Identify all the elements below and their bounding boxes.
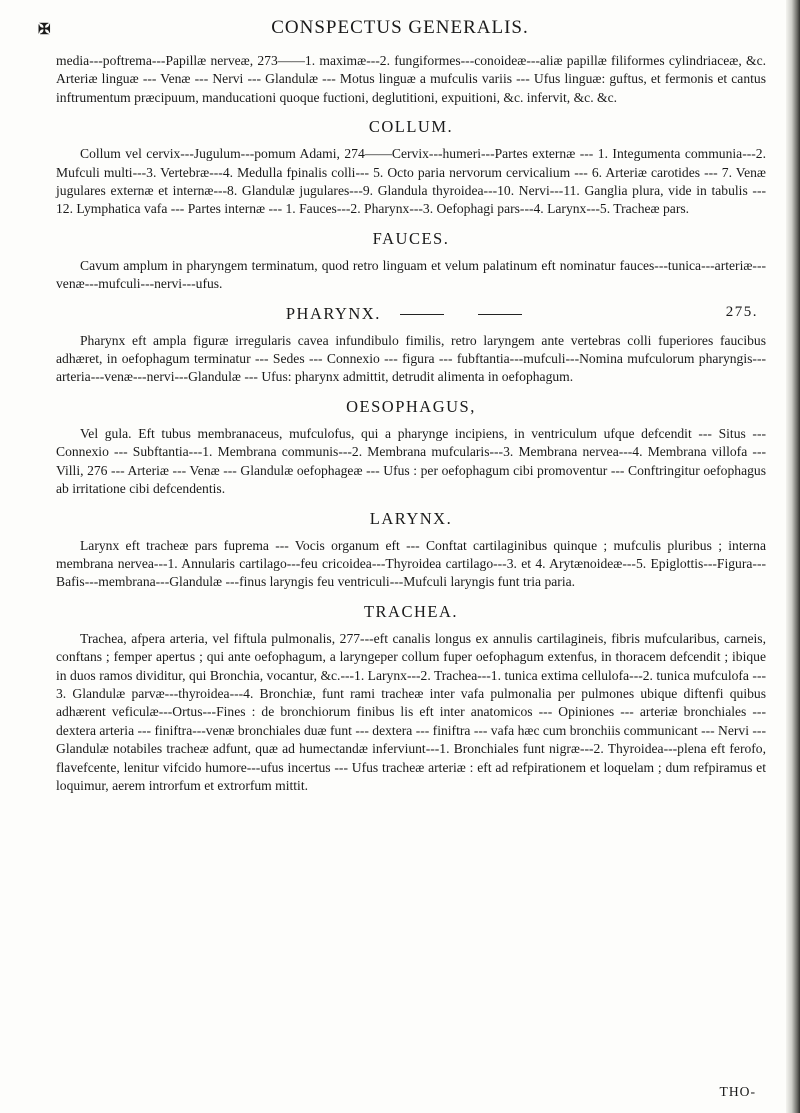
page-reference: 275.	[725, 303, 758, 320]
heading-collum: COLLUM.	[368, 117, 454, 137]
paragraph-pharynx: Pharynx eft ampla figuræ irregularis cavea infundibulo fimilis, retro laryngem ante vertebras colli fuperiores faucibus adhæret, in oefophagum terminatur --- Sedes --- Connexio --- figura --- fubftantia---mufculi---Nomina mufculorum pharyngis---arteria---venæ---nervi---Glandulæ --- Ufus: pharynx admittit, detrudit alimenta in oefophagum.	[56, 332, 766, 385]
heading-oesophagus: OESOPHAGUS,	[346, 396, 476, 416]
divider-rule	[478, 314, 522, 315]
heading-trachea: TRACHEA.	[363, 601, 459, 621]
heading-pharynx: PHARYNX.	[285, 303, 381, 323]
catchword: THO-	[719, 1084, 756, 1099]
intro-paragraph: media---poftrema---Papillæ nerveæ, 273——1. maximæ---2. fungiformes---conoideæ---aliæ papillæ filiformes cylindriaceæ, &c. Arteriæ linguæ --- Venæ --- Nervi --- Glandulæ --- Motus linguæ a mufculis variis --- Ufus linguæ: guftus, et fermonis et cantus inftrumentum præcipuum, manducationi quoque fuctioni, deglutitioni, expuitioni, &c. infervit, &c. &c.	[56, 53, 766, 105]
heading-pharynx-row	[56, 304, 766, 324]
paragraph-trachea: Trachea, afpera arteria, vel fiftula pulmonalis, 277---eft canalis longus ex annulis cartilagineis, fibris mufcularibus, carneis, conftans ; femper apertus ; qui ante oefophagum, a laryngeper collum fuper oefophagum extenfus, in thoracem defcendit ; ibique in duos ramos dividitur, qui Bronchia, vocantur, &c.---1. Larynx---2. Trachea---1. tunica extima cellulofa---2. tunica mufculofa --- 3. Glandulæ parvæ---thyroidea---4. Bronchiæ, funt rami tracheæ inter vafa pulmonalia per pulmones ubique diftenfi quibus adhærent veficulæ---Ortus---Fines : de bronchiorum finibus lis eft inter anatomicos --- Opiniones --- arteriæ bronchiales --- dextera arteria --- finiftra---venæ bronchiales duæ funt --- dextera --- finiftra --- vafa hæc cum bronchiis communicant --- Nervi --- Glandulæ notabiles tracheæ adfunt, quæ ad humectandæ inferviunt---1. Bronchiales funt nigræ---2. Thyroidea---plena eft ferofo, flavefcente, lenitur vifcido humore---ufus incertus --- Ufus tracheæ arteriæ : eft ad refpirationem et loquelam ; dum refpiramus et loquimur, aerem introrfum et extrorfum mittit.	[56, 630, 766, 793]
page-title: CONSPECTUS GENERALIS.	[271, 17, 529, 38]
page-gutter-shadow	[786, 0, 800, 1113]
cross-ornament-icon: ✠	[38, 22, 51, 38]
running-head	[0, 14, 800, 44]
paragraph-collum: Collum vel cervix---Jugulum---pomum Adami, 274——Cervix---humeri---Partes externæ --- 1. Integumenta communia---2. Mufculi multi---3. Vertebræ---4. Medulla fpinalis colli--- 5. Octo paria nervorum cervicalium --- 6. Arteriæ carotides --- 7. Venæ jugulares externæ et internæ---8. Glandulæ jugulares---9. Glandula thyroidea---10. Nervi---11. Ganglia plura, vide in tabulis --- 12. Lymphatica vafa --- Partes internæ --- 1. Fauces---2. Pharynx---3. Oefophagi pars---4. Larynx---5. Tracheæ pars.	[56, 146, 766, 217]
divider-rule	[400, 314, 444, 315]
paragraph-fauces: Cavum amplum in pharyngem terminatum, quod retro linguam et velum palatinum eft nominatur fauces---tunica---arteriæ---venæ---mufculi---nervi---ufus.	[56, 257, 766, 292]
body-text	[56, 52, 766, 802]
paragraph-larynx: Larynx eft tracheæ pars fuprema --- Vocis organum eft --- Conftat cartilaginibus quinque ; mufculis pluribus ; interna membrana nervea---1. Annularis cartilago---feu cricoidea---Thyroidea cartilago---3. et 4. Arytænoideæ---5. Epiglottis---Figura---Bafis---membrana---Glandulæ ---finus laryngis feu ventriculi---Mufculi laryngis funt tria paria.	[56, 537, 766, 590]
heading-fauces: FAUCES.	[372, 228, 450, 248]
heading-larynx: LARYNX.	[369, 508, 453, 528]
paragraph-oesophagus: Vel gula. Eft tubus membranaceus, mufculofus, qui a pharynge incipiens, in ventriculum ufque defcendit --- Situs --- Connexio --- Subftantia---1. Membrana communis---2. Membrana mufcularis---3. Membrana nervea---4. Membrana villofa --- Villi, 276 --- Arteriæ --- Venæ --- Glandulæ oefophageæ --- Ufus : per oefophagum cibi promoventur --- Conftringitur oefophagus ab irritatione cibi defcendentis.	[56, 425, 766, 497]
